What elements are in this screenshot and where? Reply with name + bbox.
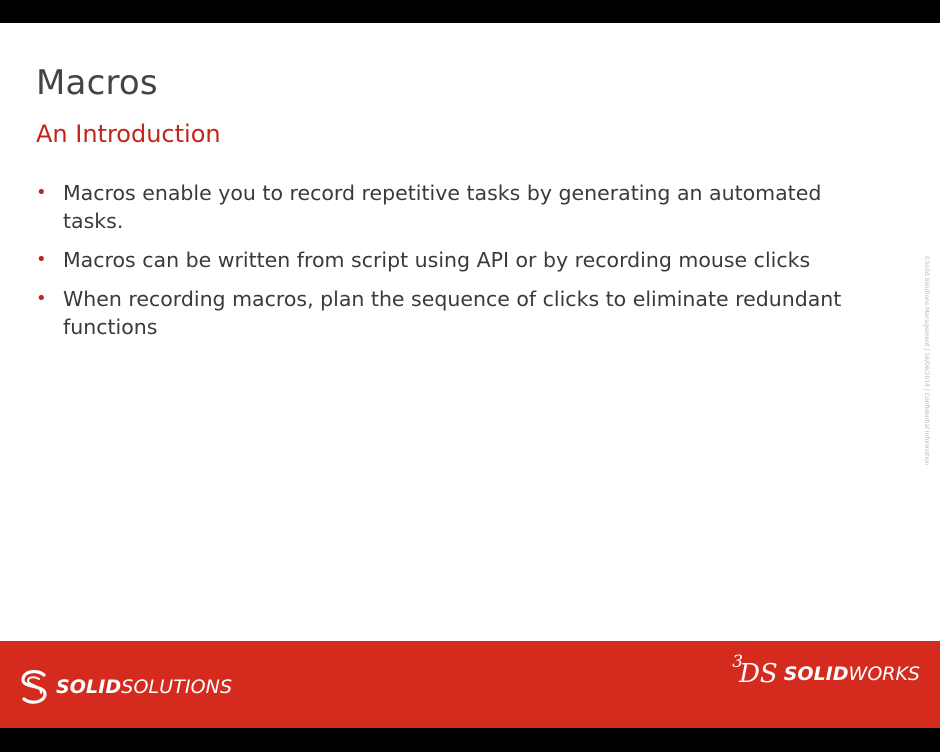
bullet-dot-icon: • xyxy=(36,288,47,309)
bullet-text: Macros enable you to record repetitive tasks by generating an automated tasks. xyxy=(63,181,822,233)
solid-solutions-logo xyxy=(17,669,232,705)
dassault-systemes-icon: 3 DS xyxy=(732,652,778,689)
solid-solutions-wordmark: SOLIDSOLUTIONS xyxy=(56,676,233,698)
bullet-item xyxy=(36,246,876,274)
solidworks-wordmark: SOLIDWORKS xyxy=(783,663,920,685)
slide xyxy=(0,23,940,728)
confidential-note: ©Solid Solutions Management | 16/06/2014 | Confidential Information xyxy=(923,255,930,466)
bullet-item xyxy=(36,285,876,341)
slide-title: Macros xyxy=(36,63,158,103)
footer-bar xyxy=(0,641,940,728)
bullet-text: Macros can be written from script using API or by recording mouse clicks xyxy=(63,248,811,272)
slide-subtitle: An Introduction xyxy=(36,120,221,148)
solidworks-logo xyxy=(732,652,920,689)
solid-solutions-swirl-icon xyxy=(17,669,51,705)
bullet-dot-icon: • xyxy=(36,182,47,203)
bullet-text: When recording macros, plan the sequence of clicks to eliminate redundant functions xyxy=(63,287,842,339)
bullet-dot-icon: • xyxy=(36,249,47,270)
bullet-item xyxy=(36,179,876,235)
bullet-list xyxy=(36,179,876,352)
